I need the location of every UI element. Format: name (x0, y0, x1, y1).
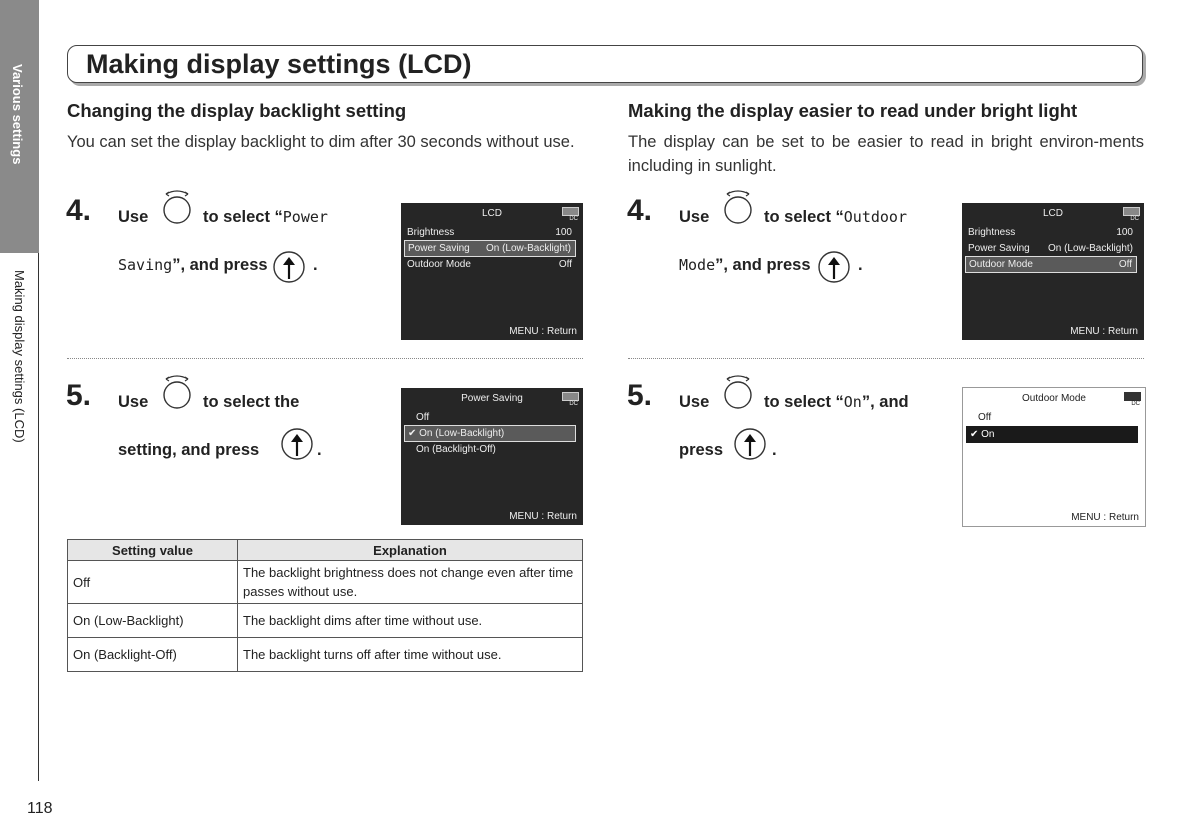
left-section-heading: Changing the display backlight setting (67, 100, 407, 121)
right-step5-value: On (843, 393, 862, 411)
right-step5-after-value: ”, and (861, 393, 909, 411)
page-title: Making display settings (LCD) (86, 49, 472, 79)
right-step4-line2 (679, 256, 811, 275)
right-step4-to-select: to select “ (764, 208, 844, 226)
right-step5-period: . (772, 441, 777, 459)
left-step4-after-value: ”, and press (172, 256, 268, 274)
dc-label: DC (569, 216, 578, 222)
lcd-screen-menu (401, 203, 583, 340)
lcd-row-brightness: Brightness 100 (407, 227, 572, 238)
right-section-intro: The display can be set to be easier to read in bright environ-ments including in sunlight. (628, 133, 1144, 175)
lcd-title: LCD (481, 208, 502, 219)
left-step4-value-line2: Saving (118, 256, 173, 274)
lcd-screen-power-saving (401, 388, 583, 525)
dc-label: DC (1130, 216, 1139, 222)
left-step5-line2: setting, and press (118, 441, 260, 459)
settings-table (67, 539, 583, 672)
battery-icon (562, 207, 579, 216)
table-cell: On (Low-Backlight) (68, 604, 238, 638)
lcd-option-off: Off (416, 412, 430, 423)
right-step5-text (764, 393, 909, 412)
lcd-option-backlight-off: On (Backlight-Off) (416, 444, 496, 455)
battery-icon (1124, 392, 1141, 401)
right-step4-period: . (858, 256, 863, 274)
right-section-heading: Making the display easier to read under bright light (628, 100, 1078, 121)
lcd-title: Power Saving (461, 393, 523, 404)
table-row (68, 638, 583, 672)
table-cell: The backlight brightness does not change even after time passes without use. (238, 561, 583, 604)
page-number: 118 (27, 800, 53, 817)
right-step4-value-line1: Outdoor (843, 208, 907, 226)
rotary-dial-icon (159, 188, 195, 224)
table-row (68, 561, 583, 604)
battery-icon (562, 392, 579, 401)
right-step5-use: Use (679, 393, 710, 411)
rotary-dial-icon (720, 188, 756, 224)
left-step5-number: 5. (66, 379, 92, 412)
lcd-title: LCD (1042, 208, 1063, 219)
press-dial-icon (732, 426, 768, 462)
left-step5-period: . (317, 441, 322, 459)
right-step4-number: 4. (627, 194, 653, 227)
battery-icon (1123, 207, 1140, 216)
lcd-title: Outdoor Mode (1022, 393, 1086, 404)
lcd-row-power-saving: Power Saving On (Low-Backlight) (404, 240, 576, 257)
left-step5-use: Use (118, 393, 149, 411)
lcd-option-low-backlight: ✔ On (Low-Backlight) (404, 425, 576, 442)
right-step4-text (764, 208, 907, 227)
lcd-screen-outdoor-mode (962, 387, 1146, 527)
table-header: Explanation (238, 540, 583, 561)
right-step5-number: 5. (627, 379, 653, 412)
sidebar-section-label: Various settings (10, 64, 25, 165)
left-step4-use: Use (118, 208, 149, 226)
table-header: Setting value (68, 540, 238, 561)
left-step4-to-select: to select “ (203, 208, 283, 226)
table-row (68, 604, 583, 638)
lcd-footer: MENU : Return (1070, 326, 1138, 337)
table-cell: Off (68, 561, 238, 604)
lcd-row-brightness: Brightness 100 (968, 227, 1133, 238)
left-section-intro: You can set the display backlight to dim after 30 seconds without use. (67, 133, 575, 151)
sidebar-section-tab (0, 0, 39, 253)
left-step5-to-select: to select the (203, 393, 300, 411)
lcd-row-outdoor-mode: Outdoor Mode Off (965, 256, 1137, 273)
press-dial-icon (816, 249, 852, 285)
right-step4-after-value: ”, and press (715, 256, 811, 274)
press-dial-icon (271, 249, 307, 285)
lcd-row-outdoor-mode: Outdoor Mode Off (407, 259, 572, 270)
table-cell: The backlight dims after time without use. (238, 604, 583, 638)
left-step4-value-line1: Power (282, 208, 328, 226)
table-cell: On (Backlight-Off) (68, 638, 238, 672)
lcd-footer: MENU : Return (509, 326, 577, 337)
lcd-footer: MENU : Return (509, 511, 577, 522)
lcd-screen-menu (962, 203, 1144, 340)
divider (628, 358, 1144, 359)
page-title-box (67, 45, 1143, 83)
right-step5-line2: press (679, 441, 724, 459)
lcd-option-on: ✔ On (966, 426, 1138, 443)
right-step4-use: Use (679, 208, 710, 226)
left-step4-period: . (313, 256, 318, 274)
rotary-dial-icon (159, 373, 195, 409)
dc-label: DC (1131, 401, 1140, 407)
sidebar-page-label: Making display settings (LCD) (12, 270, 27, 443)
rotary-dial-icon (720, 373, 756, 409)
divider (67, 358, 583, 359)
left-step4-text (203, 208, 328, 227)
sidebar-page-tab (0, 253, 39, 781)
lcd-footer: MENU : Return (1071, 512, 1139, 523)
lcd-option-off: Off (978, 412, 992, 423)
table-header-row (68, 540, 583, 561)
lcd-row-power-saving: Power Saving On (Low-Backlight) (968, 243, 1133, 254)
dc-label: DC (569, 401, 578, 407)
left-step4-number: 4. (66, 194, 92, 227)
right-step5-to-select: to select “ (764, 393, 844, 411)
right-step4-value-line2: Mode (679, 256, 716, 274)
press-dial-icon (279, 426, 315, 462)
left-step4-line2 (118, 256, 268, 275)
table-cell: The backlight turns off after time without use. (238, 638, 583, 672)
